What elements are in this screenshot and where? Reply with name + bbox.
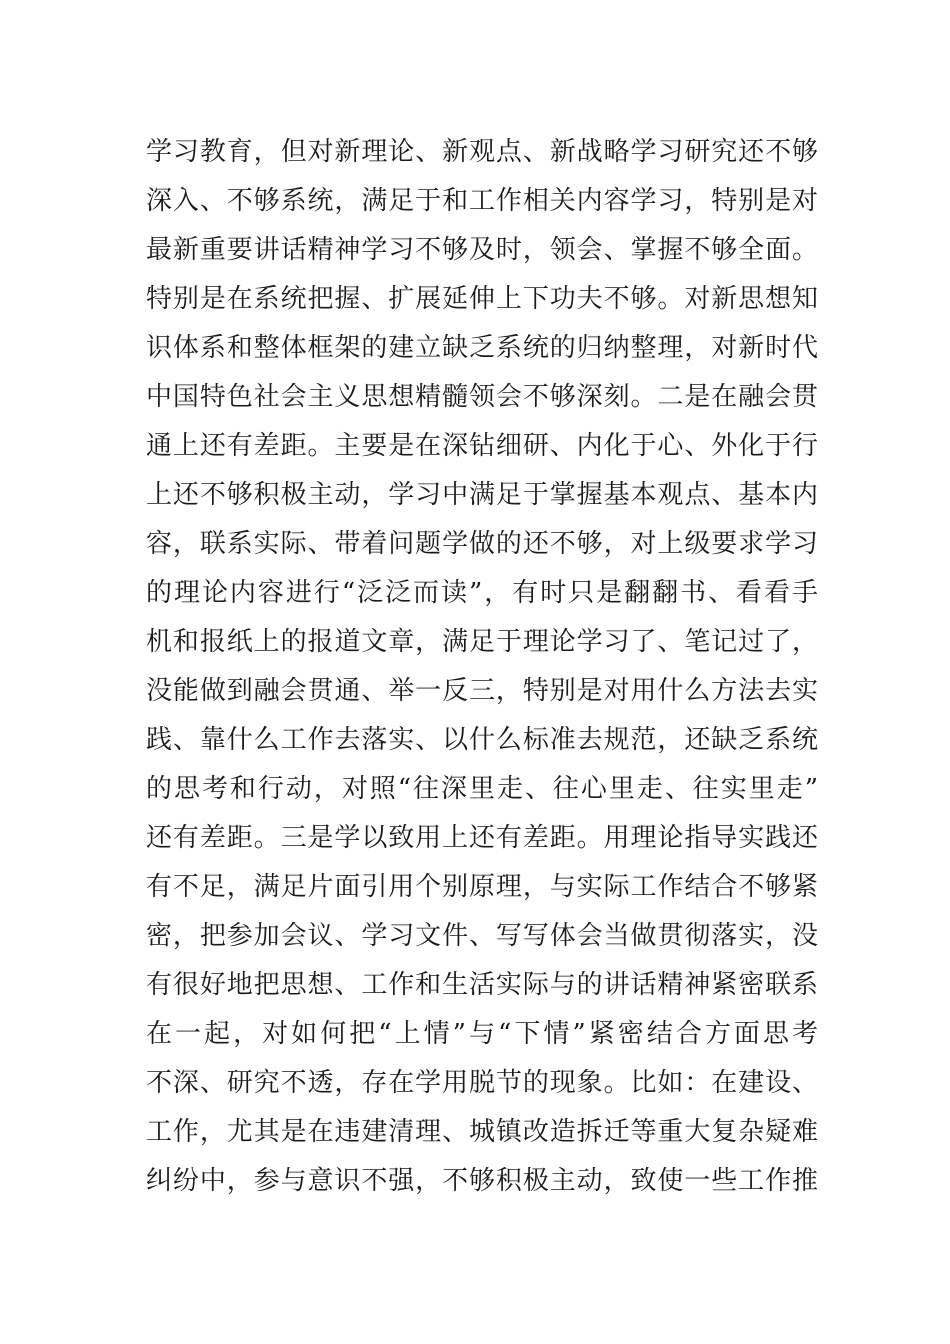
text-line: 有很好地把思想、工作和生活实际与的讲话精神紧密联系 [146,970,818,1000]
text-line: 的思考和行动，对照“往深里走、往心里走、往实里走” [146,774,818,804]
text-line: 通上还有差距。主要是在深钻细研、内化于心、外化于行 [146,431,818,461]
text-line: 特别是在系统把握、扩展延伸上下功夫不够。对新思想知 [146,284,818,314]
text-line: 容，联系实际、带着问题学做的还不够，对上级要求学习 [146,529,818,559]
text-line: 的理论内容进行“泛泛而读”，有时只是翻翻书、看看手 [146,578,818,608]
text-line: 在一起，对如何把“上情”与“下情”紧密结合方面思考 [146,1019,818,1049]
text-line: 有不足，满足片面引用个别原理，与实际工作结合不够紧 [146,872,818,902]
text-line: 没能做到融会贯通、举一反三，特别是对用什么方法去实 [146,676,818,706]
text-line: 还有差距。三是学以致用上还有差距。用理论指导实践还 [146,823,818,853]
body-text [146,128,818,1206]
text-line: 深入、不够系统，满足于和工作相关内容学习，特别是对 [146,186,818,216]
text-line: 践、靠什么工作去落实、以什么标准去规范，还缺乏系统 [146,725,818,755]
text-line: 最新重要讲话精神学习不够及时，领会、掌握不够全面。 [146,235,818,265]
text-line: 工作，尤其是在违建清理、城镇改造拆迁等重大复杂疑难 [146,1117,818,1147]
text-line: 机和报纸上的报道文章，满足于理论学习了、笔记过了， [146,627,818,657]
text-line: 学习教育，但对新理论、新观点、新战略学习研究还不够 [146,137,818,167]
text-line: 密，把参加会议、学习文件、写写体会当做贯彻落实，没 [146,921,818,951]
text-line: 识体系和整体框架的建立缺乏系统的归纳整理，对新时代 [146,333,818,363]
text-line: 上还不够积极主动，学习中满足于掌握基本观点、基本内 [146,480,818,510]
text-line: 中国特色社会主义思想精髓领会不够深刻。二是在融会贯 [146,382,818,412]
text-line: 不深、研究不透，存在学用脱节的现象。比如：在建设、 [146,1068,818,1098]
text-line: 纠纷中，参与意识不强，不够积极主动，致使一些工作推 [146,1166,818,1196]
